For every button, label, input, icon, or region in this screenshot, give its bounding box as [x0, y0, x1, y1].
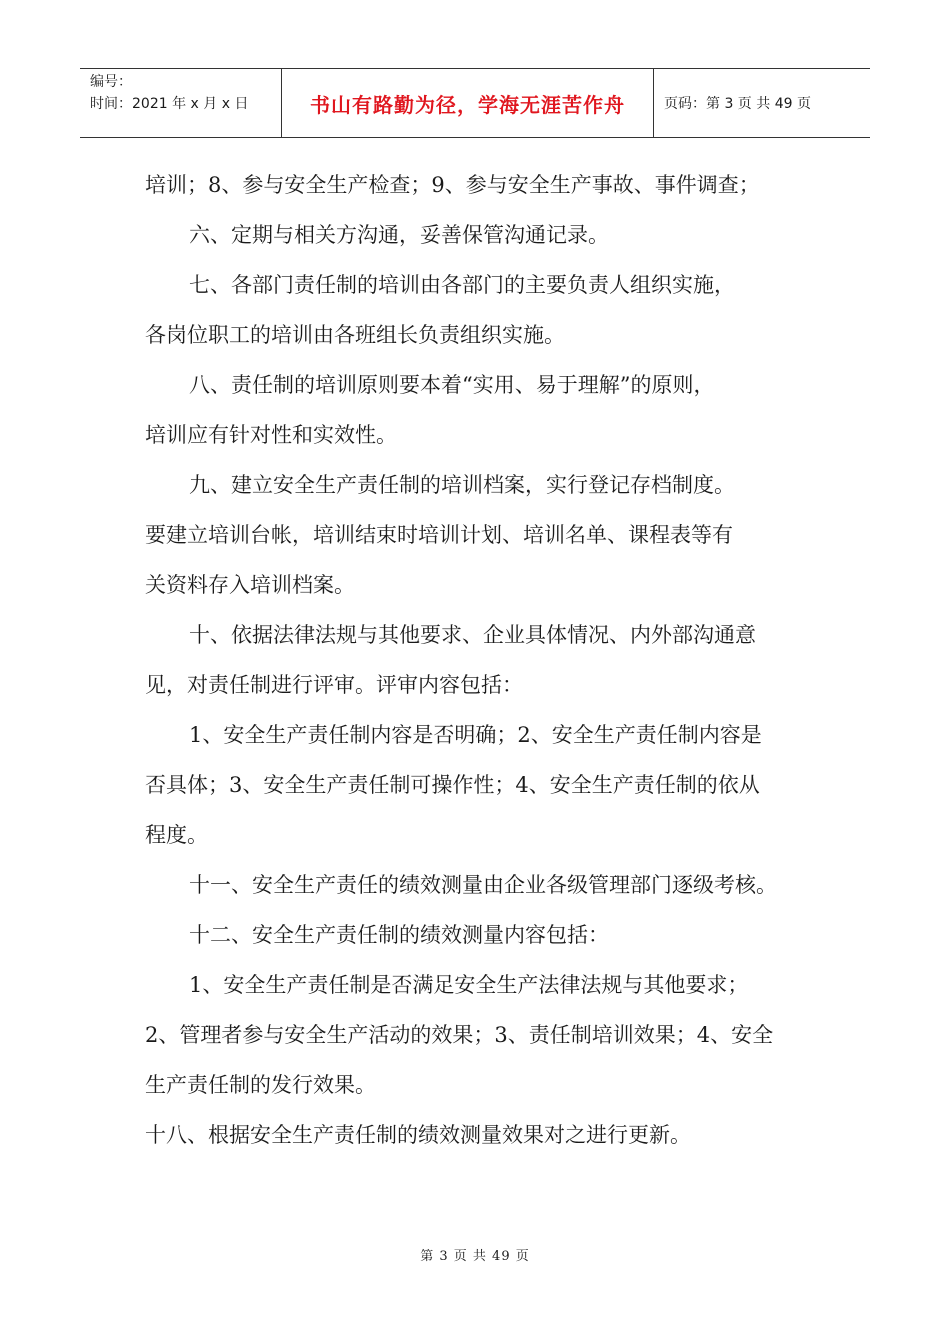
document-header	[80, 68, 870, 138]
header-motto: 书山有路勤为径，学海无涯苦作舟	[282, 69, 654, 137]
body-line: 2、管理者参与安全生产活动的效果；3、责任制培训效果；4、安全	[145, 1023, 774, 1047]
body-line: 要建立培训台帐，培训结束时培训计划、培训名单、课程表等有	[145, 523, 733, 547]
body-line: 关资料存入培训档案。	[145, 573, 355, 597]
body-line: 十八、根据安全生产责任制的绩效测量效果对之进行更新。	[145, 1123, 691, 1147]
body-line: 程度。	[145, 823, 208, 847]
body-line: 七、各部门责任制的培训由各部门的主要负责人组织实施，	[189, 273, 735, 297]
body-line: 八、责任制的培训原则要本着“实用、易于理解”的原则，	[189, 373, 715, 397]
body-line: 培训应有针对性和实效性。	[145, 423, 397, 447]
body-line: 六、定期与相关方沟通，妥善保管沟通记录。	[189, 223, 609, 247]
page-footer: 第 3 页 共 49 页	[420, 1249, 530, 1264]
body-line: 各岗位职工的培训由各班组长负责组织实施。	[145, 323, 565, 347]
body-line: 见，对责任制进行评审。评审内容包括：	[145, 673, 523, 697]
body-line: 生产责任制的发行效果。	[145, 1073, 376, 1097]
body-line: 九、建立安全生产责任制的培训档案，实行登记存档制度。	[189, 473, 735, 497]
header-page-info: 页码：第 3 页 共 49 页	[664, 96, 811, 112]
date-label: 时间：2021 年 x 月 x 日	[90, 96, 249, 112]
body-line: 十、依据法律法规与其他要求、企业具体情况、内外部沟通意	[189, 623, 756, 647]
body-line: 1、安全生产责任制是否满足安全生产法律法规与其他要求；	[189, 973, 749, 997]
body-line: 1、安全生产责任制内容是否明确；2、安全生产责任制内容是	[189, 723, 762, 747]
header-meta	[80, 69, 282, 137]
body-line: 否具体；3、安全生产责任制可操作性；4、安全生产责任制的依从	[145, 773, 760, 797]
body-line: 培训；8、参与安全生产检查；9、参与安全生产事故、事件调查；	[145, 173, 760, 197]
number-label: 编号：	[90, 74, 132, 90]
document-body	[145, 160, 810, 1160]
body-line: 十二、安全生产责任制的绩效测量内容包括：	[189, 923, 609, 947]
body-line: 十一、安全生产责任的绩效测量由企业各级管理部门逐级考核。	[189, 873, 777, 897]
